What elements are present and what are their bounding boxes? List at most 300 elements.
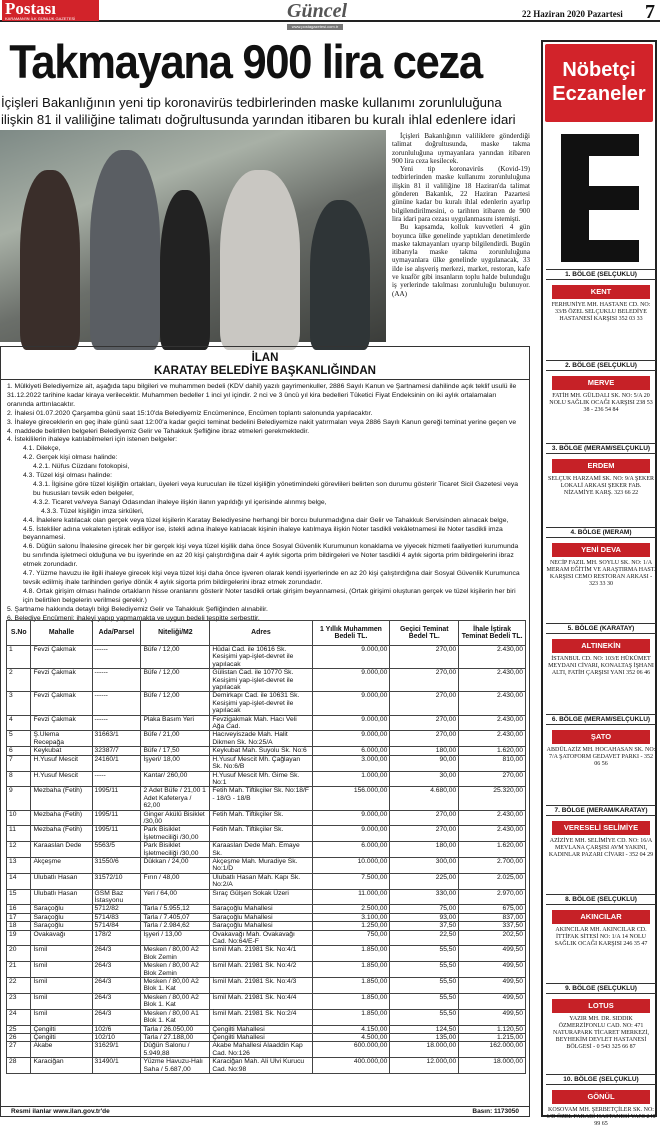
table-cell: 124,50: [390, 1025, 459, 1033]
table-cell: Ovakavağı: [31, 930, 92, 946]
pharmacy-entry: [546, 623, 656, 677]
table-cell: Çengilti Mahallesi: [210, 1025, 312, 1033]
table-cell: Büfe / 17,50: [141, 747, 210, 755]
table-cell: 9.000,00: [312, 692, 390, 715]
table-cell: Mesken / 80,00 A2 Blok Zemin: [141, 946, 210, 962]
table-cell: Keykubat Mah. Suyolu Sk. No:6: [210, 747, 312, 755]
table-cell: 13: [7, 857, 31, 873]
announcement-item: 4.6. Düğün salonu İhalesine girecek her bir gerçek kişi veya tüzel kişilik daha önce Sosyal Güvenlik Kurumunun konaklama ve yiyecek hizmeti faaliyetleri kurumunda bu sınıfında işletmeci olduğuna ve bu işyerinde en az 20 kişi çalıştırdığına dair 4 aylık sigorta prim bildirgeleri ve Noter tasdikli 4 aylık sigorta prim bildirgelerini ibraz etmek zorundadır.: [23, 543, 519, 569]
table-cell: ------: [92, 715, 141, 731]
pharmacy-region: 5. BÖLGE (KARATAY): [546, 623, 656, 634]
announcement-footer: [1, 1106, 529, 1116]
table-row: [7, 1009, 526, 1025]
table-cell: 11.000,00: [312, 889, 390, 905]
table-cell: Fevzi Çakmak: [31, 646, 92, 669]
table-cell: Ş.Ulema Recepağa: [31, 731, 92, 747]
pharmacy-entry: [546, 805, 656, 859]
pharmacy-name: VERESELİ SELİMİYE: [552, 821, 650, 835]
column-header: Geçici Teminat Bedel TL.: [390, 621, 459, 646]
logo-subtitle: KARAMAN'IN İLK GÜNLÜK GAZETESİ: [5, 16, 76, 21]
table-cell: Dükkan / 24,00: [141, 857, 210, 873]
table-cell: 18.000,00: [459, 1058, 526, 1074]
pharmacy-details: YAZIR MH. DR. SIDDIK ÖZMERZİFONLU CAD. NO: 471 NATURAPARK TİCARET MERKEZİ, BEYHEKİM DEVLET HASTANESİ BÖLGESİ - 0 543 325 66 87: [552, 1016, 650, 1050]
table-cell: H.Yusuf Mescit: [31, 755, 92, 771]
table-cell: 1.250,00: [312, 922, 390, 930]
table-row: [7, 905, 526, 913]
table-cell: 55,50: [390, 962, 459, 978]
table-cell: 400.000,00: [312, 1058, 390, 1074]
column-header: Adres: [210, 621, 312, 646]
table-cell: 14: [7, 873, 31, 889]
table-cell: Büfe / 12,00: [141, 646, 210, 669]
table-cell: 2.430,00: [459, 715, 526, 731]
table-cell: Tarla / 5.955,12: [141, 905, 210, 913]
table-cell: Çengilti Mahallesi: [210, 1033, 312, 1041]
news-photo-masked-pedestrians: [0, 130, 386, 342]
announcement-item: 4. İstekililerin ihaleye katılabilmeleri için istenen belgeler:: [7, 436, 178, 444]
table-cell: 270,00: [390, 692, 459, 715]
table-cell: 17: [7, 913, 31, 921]
table-cell: 2.430,00: [459, 826, 526, 842]
table-cell: 1.120,50: [459, 1025, 526, 1033]
table-cell: İsmil: [31, 946, 92, 962]
table-cell: 6.000,00: [312, 842, 390, 858]
table-cell: 9.000,00: [312, 669, 390, 692]
table-cell: 15: [7, 889, 31, 905]
announcement-item: 4.3.2. Ticaret ve/veya Sanayi Odasından ihaleye ilişkin ilanın yapıldığı yıl içerisinde alınmış belge,: [33, 498, 327, 506]
announcement-item: 4.3.3. Tüzel kişiliğin imza sirküleri,: [41, 507, 144, 515]
table-cell: 9.000,00: [312, 826, 390, 842]
table-cell: 1.000,00: [312, 771, 390, 787]
pharmacy-region: 7. BÖLGE (MERAM/KARATAY): [546, 805, 656, 816]
table-cell: 2.500,00: [312, 905, 390, 913]
table-cell: İsmil: [31, 962, 92, 978]
table-cell: 1995/11: [92, 826, 141, 842]
announcement-item: 1. Mülkiyeti Belediyemize ait, aşağıda tapu bilgileri ve muhammen bedeli (KDV dahil) yazılı gayrimenkuller, 2886 Sayılı Kanun ve Şartnamesi dahilinde açık teklif usulü ile 31.12.2022 tarihine kadar kiraya verilecektir. Muhammen bedeller 1 inci yıl içindir. 2 nci ve 3 üncü yıl kira bedelleri Tüketici Fiyat Endeksinin on iki aylık ortalamaları oranında arttırılacaktır.: [7, 383, 517, 408]
news-body: [392, 132, 530, 298]
table-cell: 1: [7, 646, 31, 669]
table-cell: 31550/6: [92, 857, 141, 873]
table-cell: 499,50: [459, 962, 526, 978]
table-cell: Hüdai Cad. ile 10616 Sk. Kesişimi yap-işlet-devret ile yapılacak: [210, 646, 312, 669]
table-cell: 31490/1: [92, 1058, 141, 1074]
table-cell: Fevzi Çakmak: [31, 669, 92, 692]
table-cell: 24160/1: [92, 755, 141, 771]
table-cell: Mezbaha (Fetih): [31, 810, 92, 826]
table-cell: 675,00: [459, 905, 526, 913]
table-cell: 6: [7, 747, 31, 755]
table-cell: Mesken / 80,00 A2 Blok Zemin: [141, 962, 210, 978]
table-cell: 4.150,00: [312, 1025, 390, 1033]
table-cell: Mesken / 80,00 A2 Blok 1. Kat: [141, 993, 210, 1009]
news-deck: İçişleri Bakanlığının yeni tip koronavirüs tedbirlerinden maske kullanımı zorunluluğuna ilişkin 81 il valiliğine talimatı doğrultusunda yarından itibaren bu kuralı ihlal edenlere idari: [1, 95, 516, 127]
table-cell: Tarla / 26.050,00: [141, 1025, 210, 1033]
announcement-item: 5. Şartname hakkında detaylı bilgi Belediyemiz Gelir ve Tahakkuk Şefliğinden alınabilir.: [7, 605, 268, 613]
table-cell: 202,50: [459, 930, 526, 946]
table-cell: ------: [92, 669, 141, 692]
table-cell: Mezbaha (Fetih): [31, 787, 92, 810]
table-cell: H.Yusuf Mescit Mh. Çağlayan Sk. No:6/B: [210, 755, 312, 771]
table-cell: 21: [7, 962, 31, 978]
table-cell: 31663/1: [92, 731, 141, 747]
column-header: Mahalle: [31, 621, 92, 646]
table-cell: GSM Baz İstasyonu: [92, 889, 141, 905]
table-row: [7, 978, 526, 994]
table-cell: 12: [7, 842, 31, 858]
table-cell: Fetih Mah. Tiftikçiler Sk.: [210, 810, 312, 826]
pharmacy-region: 6. BÖLGE (MERAM/SELÇUKLU): [546, 714, 656, 725]
pharmacy-name: ERDEM: [552, 459, 650, 473]
table-cell: H.Yusuf Mescit: [31, 771, 92, 787]
table-cell: 1.850,00: [312, 946, 390, 962]
table-cell: 499,50: [459, 978, 526, 994]
page-number: 7: [645, 1, 655, 23]
table-cell: Mesken / 80,00 A1 Blok 1. Kat: [141, 1009, 210, 1025]
table-cell: 2.970,00: [459, 889, 526, 905]
table-cell: 264/3: [92, 978, 141, 994]
table-cell: 28: [7, 1058, 31, 1074]
table-cell: 4: [7, 715, 31, 731]
table-cell: Büfe / 12,00: [141, 669, 210, 692]
announcement-item: 6. Belediye Encümeni; ihaleyi yapıp yapmamakta ve uygun bedeli tespitte serbesttir.: [7, 614, 260, 622]
table-cell: Gülistan Cad. ile 10770 Sk. Kesişimi yap-işlet-devret ile yapılacak: [210, 669, 312, 692]
table-cell: 1.850,00: [312, 993, 390, 1009]
table-cell: Tarla / 2.984,62: [141, 922, 210, 930]
pharmacy-region: 10. BÖLGE (SELÇUKLU): [546, 1074, 656, 1085]
announcement-item: 2. İhalesi 01.07.2020 Çarşamba günü saat 15:10'da Belediyemiz Encümenince, Encümen toplantı salonunda yapılacaktır.: [7, 409, 373, 417]
table-cell: 55,50: [390, 946, 459, 962]
issue-date: 22 Haziran 2020 Pazartesi: [522, 9, 623, 19]
table-cell: Saraçoğlu Mahallesi: [210, 913, 312, 921]
table-cell: -----: [92, 771, 141, 787]
announcement-subtitle: KARATAY BELEDİYE BAŞKANLIĞINDAN: [1, 365, 529, 380]
announcement-item: 3. İhaleye gireceklerin en geç ihale günü saat 12:00'a kadar geçici teminat bedelini Belediyemize nakit yatırmaları veya 2886 Sayılı Kanun gereği teminat yerine geçen ve 4. maddede belirtilen belgeleri Belediyemiz Gelir ve Tahakkuk Şefliğine ibraz etmeleri gerekmektedir.: [7, 418, 517, 435]
table-cell: 9: [7, 787, 31, 810]
table-cell: 6.000,00: [312, 747, 390, 755]
table-row: [7, 842, 526, 858]
pharmacy-name: ŞATO: [552, 730, 650, 744]
pharmacy-title-line1: Nöbetçi: [562, 59, 636, 81]
pharmacy-details: FATİH MH. GÜLDALI SK. NO: 5/A 20 NOLU SAĞLIK OCAĞI KARŞISI 238 53 38 - 236 54 84: [549, 393, 653, 413]
table-cell: 750,00: [312, 930, 390, 946]
table-cell: 26: [7, 1033, 31, 1041]
table-cell: 55,50: [390, 1009, 459, 1025]
announcement-item: 4.2.1. Nüfus Cüzdanı fotokopisi,: [33, 463, 130, 471]
table-cell: Çengilti: [31, 1025, 92, 1033]
table-cell: Ulubatlı Hasan Mah. Kapı Sk. No:2/A: [210, 873, 312, 889]
headline: Takmayana 900 lira ceza: [9, 35, 482, 88]
table-cell: 270,00: [390, 810, 459, 826]
table-cell: Saraçoğlu Mahallesi: [210, 922, 312, 930]
table-cell: 18: [7, 922, 31, 930]
table-row: [7, 857, 526, 873]
table-cell: 37,50: [390, 922, 459, 930]
pharmacy-name: GÖNÜL: [552, 1090, 650, 1104]
table-row: [7, 787, 526, 810]
table-cell: Tarla / 27.188,00: [141, 1033, 210, 1041]
table-cell: Tarla / 7.405,07: [141, 913, 210, 921]
pharmacy-entry: [546, 443, 656, 497]
table-cell: 24: [7, 1009, 31, 1025]
table-cell: 1.850,00: [312, 962, 390, 978]
table-cell: 25: [7, 1025, 31, 1033]
table-cell: 300,00: [390, 857, 459, 873]
table-cell: 30,00: [390, 771, 459, 787]
pharmacy-entry: [546, 714, 656, 768]
table-row: [7, 1058, 526, 1074]
table-cell: 270,00: [390, 669, 459, 692]
website-badge: www.postagazetesi.com.tr: [287, 24, 343, 30]
table-cell: ------: [92, 646, 141, 669]
table-cell: Park Bisiklet İşletmeciliği /30,00: [141, 842, 210, 858]
table-cell: 9.000,00: [312, 810, 390, 826]
table-row: [7, 1033, 526, 1041]
table-cell: 10: [7, 810, 31, 826]
table-cell: 270,00: [390, 826, 459, 842]
pharmacy-name: YENİ DEVA: [552, 543, 650, 557]
table-cell: 264/3: [92, 946, 141, 962]
announcement-item: 4.2. Gerçek kişi olması halinde:: [23, 454, 118, 462]
announcement-title: İLAN: [251, 352, 279, 364]
pharmacy-region: 9. BÖLGE (SELÇUKLU): [546, 983, 656, 994]
pharmacy-entry: [546, 894, 656, 948]
pharmacy-region: 3. BÖLGE (MERAM/SELÇUKLU): [546, 443, 656, 454]
table-cell: Fevzigakmak Mah. Hacı Veli Ağa Cad.: [210, 715, 312, 731]
column-header: İhale İştirak Teminat Bedeli TL.: [459, 621, 526, 646]
column-header: Niteliği/M2: [141, 621, 210, 646]
footer-website-note: Resmi ilanlar www.ilan.gov.tr'de: [11, 1108, 110, 1115]
table-cell: 810,00: [459, 755, 526, 771]
table-cell: 55,50: [390, 978, 459, 994]
announcement-item: 4.7. Yüzme havuzu ile ilgili ihaleye girecek kişi veya tüzel kişi daha önce işveren olarak kendi işyerlerinde en az 20 kişi çalıştırdığına dair Sosyal Güvenlik Kurumunca tevsik edilmiş ihale tarihinden geriye dönük 4 aylık sigorta prim bildirgelerini ibraz etmek zorundadır.: [23, 570, 520, 586]
table-cell: 156.000,00: [312, 787, 390, 810]
table-cell: 264/3: [92, 993, 141, 1009]
table-cell: 27: [7, 1042, 31, 1058]
pharmacy-entry: [546, 527, 656, 588]
table-cell: 102/6: [92, 1025, 141, 1033]
pharmacy-details: NECİP FAZIL MH. SOYLU SK. NO: 1/A MERAM EĞİTİM VE ARAŞTIRMA HAST. KARŞISI CEMO RESTORAN ARKASI - 323 33 30: [546, 560, 656, 587]
table-cell: Saraçoğlu: [31, 913, 92, 921]
table-cell: Ulubatlı Hasan: [31, 889, 92, 905]
table-row: [7, 692, 526, 715]
table-cell: Sıraç Gülşen Sokak Üzeri: [210, 889, 312, 905]
table-cell: Akabe: [31, 1042, 92, 1058]
table-cell: H.Yusuf Mescit Mh. Gime Sk. No:1: [210, 771, 312, 787]
pharmacy-region: 1. BÖLGE (SELÇUKLU): [546, 269, 656, 280]
table-cell: 2.025,00: [459, 873, 526, 889]
table-cell: 9.000,00: [312, 646, 390, 669]
pharmacy-details: SELÇUK HARZAMİ SK. NO: 9/A ŞEKER LOKALİ ARKASI ŞEKER FAB. NİZAMİYE KARŞ. 323 66 22: [547, 476, 654, 496]
table-row: [7, 715, 526, 731]
property-table: [6, 620, 526, 1074]
column-header: Ada/Parsel: [92, 621, 141, 646]
news-paragraph: İçişleri Bakanlığının valiliklere gönderdiği talimat doğrultusunda, maske takma zorunluluğuna uymayanlara yarından itibaren 900 lira ceza kesilecek.: [392, 132, 530, 165]
table-cell: 5712/82: [92, 905, 141, 913]
table-cell: 2.700,00: [459, 857, 526, 873]
table-cell: 3: [7, 692, 31, 715]
table-cell: 1995/11: [92, 787, 141, 810]
table-row: [7, 810, 526, 826]
table-row: [7, 646, 526, 669]
table-row: [7, 1042, 526, 1058]
table-cell: 499,50: [459, 1009, 526, 1025]
pharmacy-details: AZİZİYE MH. SELİMİYE CD. NO: 16/A MEVLANA ÇARŞISI AVM YAKINI, KADINLAR PAZARI CİVARI - 352 04 29: [548, 838, 654, 858]
newspaper-logo: [2, 0, 99, 21]
table-cell: 5714/84: [92, 922, 141, 930]
table-cell: 499,50: [459, 946, 526, 962]
footer-press-number: Basın: 1173050: [472, 1108, 519, 1115]
table-cell: Ulubatlı Hasan: [31, 873, 92, 889]
table-cell: 499,50: [459, 993, 526, 1009]
table-cell: 5714/83: [92, 913, 141, 921]
table-cell: 1.850,00: [312, 1009, 390, 1025]
table-cell: Yüzme Havuzu-Halı Saha / 5.687,00: [141, 1058, 210, 1074]
section-title: Güncel: [287, 0, 347, 22]
table-cell: İsmil Mah. 21981 Sk. No:2/4: [210, 1009, 312, 1025]
announcement-item: 4.1. Dilekçe,: [23, 445, 61, 453]
pharmacy-name: LOTUS: [552, 999, 650, 1013]
table-cell: 8: [7, 771, 31, 787]
table-cell: 1.620,00: [459, 842, 526, 858]
table-cell: 1.850,00: [312, 978, 390, 994]
table-row: [7, 771, 526, 787]
table-cell: İsmil Mah. 21981 Sk. No:4/2: [210, 962, 312, 978]
pharmacy-name: AKINCILAR: [552, 910, 650, 924]
table-cell: 180,00: [390, 842, 459, 858]
table-cell: Düğün Salonu / 5.949,88: [141, 1042, 210, 1058]
table-cell: 22,50: [390, 930, 459, 946]
pharmacy-details: AKINCILAR MH. AKINCILAR CD. İTTİFAK SİTESİ NO: 1/A 14 NOLU SAĞLIK OCAĞI KARŞISI 246 35 47: [554, 927, 648, 947]
table-cell: İsmil Mah. 21981 Sk. No:4/4: [210, 993, 312, 1009]
announcement-item: 4.3.1. İlgisine göre tüzel kişiliğin ortakları, üyeleri veya kurucuları ile tüzel kişiliğin yönetimindeki görevlileri belirten son durumu gösterir Ticaret Sicil Gazetesi veya bu hususları tevsik eden belgeler,: [33, 480, 519, 497]
table-cell: 9.000,00: [312, 715, 390, 731]
table-cell: 20: [7, 946, 31, 962]
table-cell: İsmil: [31, 978, 92, 994]
table-cell: 162.000,00: [459, 1042, 526, 1058]
table-cell: Mezbaha (Fetih): [31, 826, 92, 842]
table-cell: 180,00: [390, 747, 459, 755]
pharmacy-column: [541, 40, 657, 1127]
table-cell: Plaka Basım Yeri: [141, 715, 210, 731]
pharmacy-region: 4. BÖLGE (MERAM): [546, 527, 656, 538]
table-cell: Yeri / 64,00: [141, 889, 210, 905]
table-cell: 5: [7, 731, 31, 747]
pharmacy-region: 2. BÖLGE (SELÇUKLU): [546, 360, 656, 371]
announcement-item: 4.8. Ortak girişim olması halinde ortakların hisse oranlarını gösterir Noter tasdikli ortak girişim beyannamesi, (Ortak girişimi oluşturan gerçek ve tüzel kişilerin her biri için belirtilen belgelerin verilmesi gerekir.): [23, 587, 516, 604]
table-cell: 18.000,00: [390, 1042, 459, 1058]
table-cell: 102/10: [92, 1033, 141, 1041]
table-cell: 4.680,00: [390, 787, 459, 810]
announcement-item: 4.5. İstekliler adına vekaleten iştirak ediliyor ise, istekli adına ihaleye katılacak kişinin ihaleye katılmaya ilişkin Noter tasdikli vekâletnamesi ile Noter tasdikli imza beyannamesi.: [23, 525, 503, 542]
column-header: S.No: [7, 621, 31, 646]
table-row: [7, 1025, 526, 1033]
table-cell: 7.500,00: [312, 873, 390, 889]
table-cell: Saraçoğlu: [31, 922, 92, 930]
announcement-items: [1, 380, 529, 623]
table-cell: 12.000,00: [390, 1058, 459, 1074]
table-cell: Akçeşme Mah. Muradiye Sk. No:1/D: [210, 857, 312, 873]
table-cell: 9.000,00: [312, 731, 390, 747]
table-header-row: [7, 621, 526, 646]
table-cell: 2.430,00: [459, 692, 526, 715]
table-cell: Karaaslan Dede: [31, 842, 92, 858]
table-cell: 330,00: [390, 889, 459, 905]
table-cell: 25.320,00: [459, 787, 526, 810]
pharmacy-details: İSTANBUL CD. NO: 103/E HÜKÜMET MEYDANI CİVARI, KONALTAŞ İŞHANI ALTI, FATİH ÇARŞISI YANI 352 06 46: [548, 656, 654, 676]
table-cell: Akabe Mahallesi Alaaddin Kap Cad. No:126: [210, 1042, 312, 1058]
table-row: [7, 747, 526, 755]
table-cell: Park Bisiklet İşletmeciliği /30,00: [141, 826, 210, 842]
pharmacy-details: FERHUNİYE MH. HASTANE CD. NO: 33/B ÖZEL SELÇUKLU BELEDİYE HASTANESİ KARŞISI 352 03 33: [551, 302, 651, 322]
table-row: [7, 669, 526, 692]
table-cell: 10.000,00: [312, 857, 390, 873]
table-cell: Hacıveyiszade Mah. Halit Dikmen Sk. No:25/A: [210, 731, 312, 747]
pharmacy-entry: [546, 360, 656, 414]
pharmacy-entry: [546, 983, 656, 1051]
pharmacy-details: ABDÜLAZİZ MH. HOCAHASAN SK. NO: 7/A ŞATOFORM GEDAVET PARKI - 352 06 56: [546, 747, 656, 767]
announcement-item: 4.4. İhalelere katılacak olan gerçek veya tüzel kişilerin Karatay Belediyesine herhangi bir borcu bulunmadığına dair Gelir ve Tahakkuk Servisinden alınacak belge,: [23, 516, 509, 524]
news-paragraph: Bu kapsamda, kolluk kuvvetleri 4 gün boyunca ülke genelinde yaptıkları denetimlerde maske takmayanları uyarıp bilgilendirdi. Bugün itibarıyla maske takma zorunluluğuna uymayanlara ülke genelinde uygulanacak, 33 ilde ise alışveriş merkezi, market, restoran, kafe ve kuaför gibi insanların toplu halde bulunduğu iş yerlerinde takılması zorunluluğu bulunuyor. (AA): [392, 223, 530, 298]
table-cell: 2.430,00: [459, 669, 526, 692]
pharmacy-name: KENT: [552, 285, 650, 299]
page-header: [0, 0, 660, 22]
table-cell: 7: [7, 755, 31, 771]
pharmacy-title: [545, 44, 653, 122]
table-cell: 2.430,00: [459, 731, 526, 747]
table-cell: Fetih Mah. Tiftikçiler Sk.: [210, 826, 312, 842]
table-cell: 270,00: [459, 771, 526, 787]
table-row: [7, 993, 526, 1009]
table-cell: 1.620,00: [459, 747, 526, 755]
table-cell: ------: [92, 692, 141, 715]
table-cell: 4.500,00: [312, 1033, 390, 1041]
table-cell: 5563/5: [92, 842, 141, 858]
table-row: [7, 930, 526, 946]
table-cell: Karaaslan Dede Mah. Emaye Sk.: [210, 842, 312, 858]
table-cell: Keykubat: [31, 747, 92, 755]
table-cell: Fetih Mah. Tiftikçiler Sk. No:18/F - 18/G - 18/B: [210, 787, 312, 810]
table-cell: İşyeri / 13,00: [141, 930, 210, 946]
municipality-announcement: [0, 346, 530, 1117]
pharmacy-name: MERVE: [552, 376, 650, 390]
table-cell: İsmil Mah. 21981 Sk. No:4/3: [210, 978, 312, 994]
table-cell: 55,50: [390, 993, 459, 1009]
table-row: [7, 731, 526, 747]
table-row: [7, 922, 526, 930]
table-cell: 270,00: [390, 646, 459, 669]
table-cell: Fevzi Çakmak: [31, 692, 92, 715]
table-cell: 2.430,00: [459, 810, 526, 826]
table-cell: 600.000,00: [312, 1042, 390, 1058]
table-cell: 1995/11: [92, 810, 141, 826]
table-cell: Büfe / 21,00: [141, 731, 210, 747]
table-cell: Çengilti: [31, 1033, 92, 1041]
table-cell: Fevzi Çakmak: [31, 715, 92, 731]
table-cell: 31629/1: [92, 1042, 141, 1058]
table-cell: Mesken / 80,00 A2 Blok 1. Kat: [141, 978, 210, 994]
table-cell: Akçeşme: [31, 857, 92, 873]
table-row: [7, 826, 526, 842]
table-cell: 19: [7, 930, 31, 946]
table-cell: 264/3: [92, 962, 141, 978]
news-paragraph: Yeni tip koronavirüs (Kovid-19) tedbirlerinden maske kullanımı zorunluluğuna ilişkin 81 il valiliğine 18 Haziran'da talimat gönderen Bakanlık, 22 Haziran Pazartesi gününe kadar bu kuralı ihlal edenlerin ayarlıp bilgilendirilmesini, o tarihten itibaren de 900 lira idari para cezası uygulanmasını istemişti.: [392, 165, 530, 223]
table-cell: Demirkapı Cad. ile 10631 Sk. Kesişimi yap-işlet-devret ile yapılacak: [210, 692, 312, 715]
pharmacy-entry: [546, 1074, 656, 1128]
table-row: [7, 913, 526, 921]
table-cell: 32387/7: [92, 747, 141, 755]
table-cell: İsmil: [31, 1009, 92, 1025]
table-cell: 23: [7, 993, 31, 1009]
